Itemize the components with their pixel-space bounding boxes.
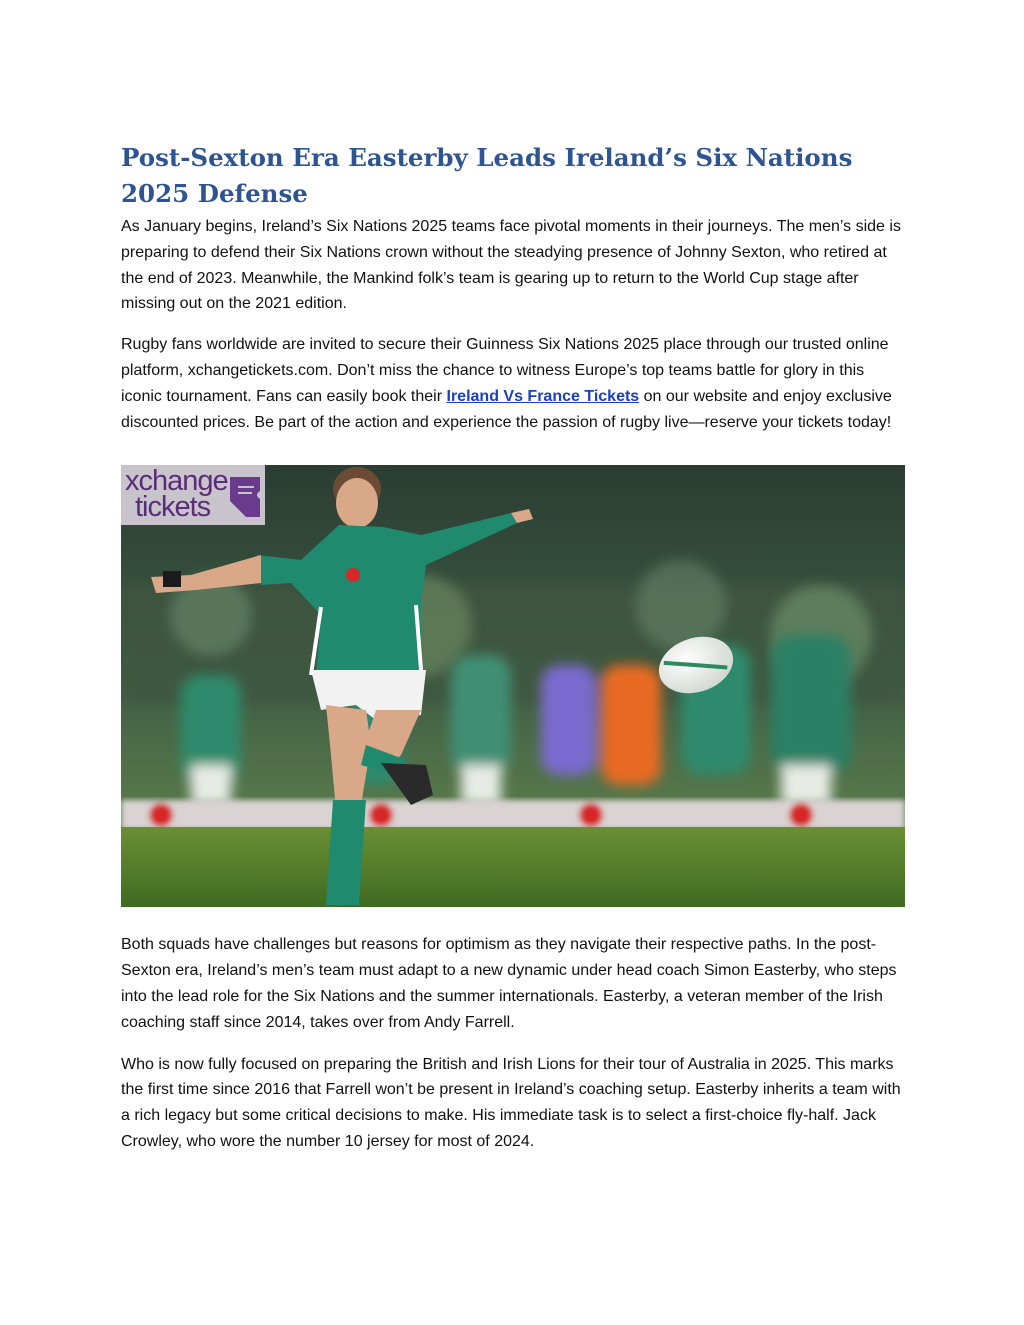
pitch-grass [121,827,905,907]
paragraph-tickets [121,332,905,435]
article-title: Post-Sexton Era Easterby Leads Ireland’s Six Nations 2025 Defense [121,143,853,208]
paragraph-intro: As January begins, Ireland’s Six Nations 2025 teams face pivotal moments in their journeys. The men’s side is preparing to defend their Six Nations crown without the steadying presence of Johnny Sexton, who retired at the end of 2023. Meanwhile, the Mankind folk’s team is gearing up to return to the World Cup stage after missing out on the 2021 edition. [121,218,901,313]
xchange-tickets-logo [121,465,265,525]
pitch-advert-boards [121,800,905,830]
rugby-kicker-photo [121,465,905,907]
paragraph-lions: Who is now fully focused on preparing the British and Irish Lions for their tour of Australia in 2025. This marks the first time since 2016 that Farrell won’t be present in Ireland’s coaching setup. Easterby inherits a team with a rich legacy but some critical decisions to make. His immediate task is to select a first-choice fly-half. Jack Crowley, who wore the number 10 jersey for most of 2024. [121,1055,901,1150]
logo-word-tickets: tickets [135,491,211,524]
paragraph-squads: Both squads have challenges but reasons for optimism as they navigate their respective paths. In the post-Sexton era, Ireland’s men’s team must adapt to a new dynamic under head coach Simon Easterby, who steps into the lead role for the Six Nations and the summer internationals. Easterby, a veteran member of the Irish coaching staff since 2014, takes over from Andy Farrell. [121,936,897,1031]
paragraph-tickets-text-before: Rugby fans worldwide are invited to secure their Guinness Six Nations 2025 place through our trusted online platform, xchangetickets.com. Don’t miss the chance to witness Europe’s top teams battle for glory in this iconic tournament. Fans can easily book their [121,336,889,405]
photo-scene [121,465,905,907]
ireland-vs-france-tickets-link[interactable]: Ireland Vs France Tickets [446,387,640,405]
paragraph-tickets-text-after: on our website and enjoy exclusive discounted prices. Be part of the action and experience the passion of rugby live—reserve your tickets today! [121,387,892,431]
article [121,140,905,1155]
logo-word-xchange: xchange [125,465,228,498]
ticket-icon [228,473,262,521]
